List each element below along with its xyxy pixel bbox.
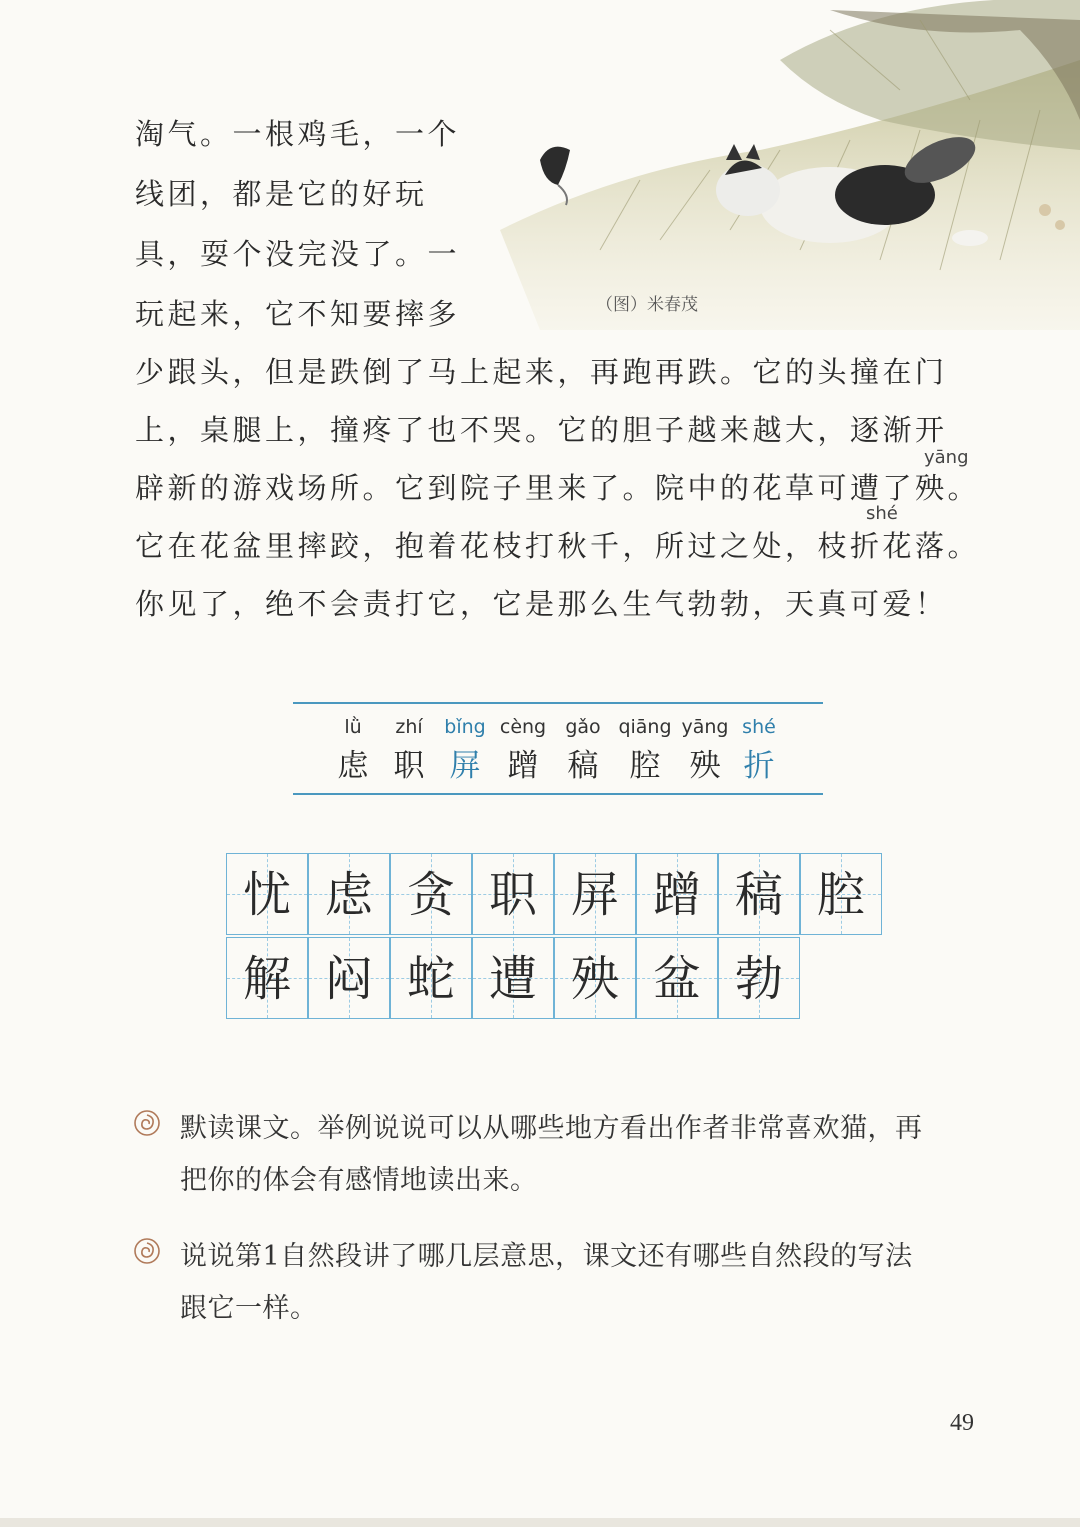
grid-cell bbox=[308, 937, 390, 1019]
text-line-1: 淘气。一根鸡毛，一个 bbox=[135, 117, 461, 151]
exercise-2-line-1: 说说第1自然段讲了哪几层意思，课文还有哪些自然段的写法 bbox=[180, 1241, 913, 1272]
grid-char: 闷 bbox=[324, 951, 373, 1007]
grid-cell bbox=[636, 937, 718, 1019]
vocab-pinyin: zhí bbox=[395, 716, 423, 738]
grid-cell bbox=[472, 937, 554, 1019]
grid-char: 解 bbox=[242, 951, 291, 1007]
text-line-6: 上，桌腿上，撞疼了也不哭。它的胆子越来越大，逐渐开 bbox=[135, 413, 948, 447]
vocab-char: 虑 bbox=[337, 748, 369, 784]
pinyin-annotation-she: shé bbox=[866, 503, 898, 524]
illustration-caption: （图）米春茂 bbox=[596, 295, 698, 315]
pinyin-annotation-yang: yāng bbox=[924, 447, 969, 468]
page-bottom-edge bbox=[0, 1518, 1080, 1527]
vocab-bottom-rule bbox=[293, 793, 823, 795]
vocab-pinyin: gǎo bbox=[565, 716, 601, 738]
grid-cell bbox=[390, 937, 472, 1019]
vocab-char: 蹭 bbox=[507, 748, 539, 784]
grid-char: 屏 bbox=[570, 867, 619, 923]
text-line-4: 玩起来，它不知要摔多 bbox=[135, 297, 461, 331]
vocab-char: 职 bbox=[393, 748, 425, 784]
vocab-pinyin: cèng bbox=[499, 716, 547, 738]
vocab-pinyin: shé bbox=[742, 716, 776, 738]
grid-char: 殃 bbox=[570, 951, 619, 1007]
exercise-1-line-2: 把你的体会有感情地读出来。 bbox=[180, 1165, 538, 1196]
grid-char: 蹭 bbox=[652, 867, 701, 923]
grid-cell bbox=[554, 937, 636, 1019]
cat-illustration bbox=[500, 0, 1080, 330]
vocab-pinyin: yāng bbox=[681, 716, 729, 738]
page-number: 49 bbox=[950, 1410, 974, 1436]
exercise-swirl-icon bbox=[134, 1238, 160, 1264]
grid-cell bbox=[472, 853, 554, 935]
grid-cell bbox=[554, 853, 636, 935]
grid-char: 忧 bbox=[242, 867, 291, 923]
vocab-char: 屏 bbox=[449, 748, 481, 784]
grid-cell bbox=[390, 853, 472, 935]
vocab-char: 折 bbox=[743, 748, 775, 784]
text-line-7: 辟新的游戏场所。它到院子里来了。院中的花草可遭了殃。 bbox=[135, 471, 981, 505]
vocab-char: 殃 bbox=[689, 748, 721, 784]
vocab-top-rule bbox=[293, 702, 823, 704]
grid-char: 腔 bbox=[816, 867, 865, 923]
grid-char: 职 bbox=[488, 867, 537, 923]
grid-cell bbox=[226, 853, 308, 935]
grid-cell bbox=[636, 853, 718, 935]
grid-char: 遭 bbox=[488, 951, 537, 1007]
text-line-2: 线团，都是它的好玩 bbox=[135, 177, 428, 211]
cat-painting-icon bbox=[500, 0, 1080, 330]
text-line-8: 它在花盆里摔跤，抱着花枝打秋千，所过之处，枝折花落。 bbox=[135, 529, 981, 563]
vocab-pinyin: bǐng bbox=[444, 716, 486, 738]
grid-cell bbox=[718, 937, 800, 1019]
exercise-swirl-icon bbox=[134, 1110, 160, 1136]
grid-cell bbox=[308, 853, 390, 935]
grid-cell bbox=[718, 853, 800, 935]
vocab-char: 稿 bbox=[567, 748, 599, 784]
text-line-5: 少跟头，但是跌倒了马上起来，再跑再跌。它的头撞在门 bbox=[135, 355, 948, 389]
exercise-1-line-1: 默读课文。举例说说可以从哪些地方看出作者非常喜欢猫，再 bbox=[180, 1113, 923, 1144]
grid-char: 盆 bbox=[652, 951, 701, 1007]
grid-char: 贪 bbox=[406, 867, 455, 923]
grid-cell bbox=[800, 853, 882, 935]
grid-char: 蛇 bbox=[406, 951, 455, 1007]
text-line-9: 你见了，绝不会责打它，它是那么生气勃勃，天真可爱！ bbox=[135, 587, 948, 621]
text-line-3: 具，耍个没完没了。一 bbox=[135, 237, 461, 271]
vocab-pinyin: qiāng bbox=[618, 716, 672, 738]
grid-cell bbox=[226, 937, 308, 1019]
vocab-pinyin: lǜ bbox=[344, 716, 362, 738]
exercise-2-line-2: 跟它一样。 bbox=[180, 1293, 318, 1324]
vocab-char: 腔 bbox=[629, 748, 661, 784]
grid-char: 勃 bbox=[734, 951, 783, 1007]
grid-char: 虑 bbox=[324, 867, 373, 923]
grid-char: 稿 bbox=[734, 867, 783, 923]
